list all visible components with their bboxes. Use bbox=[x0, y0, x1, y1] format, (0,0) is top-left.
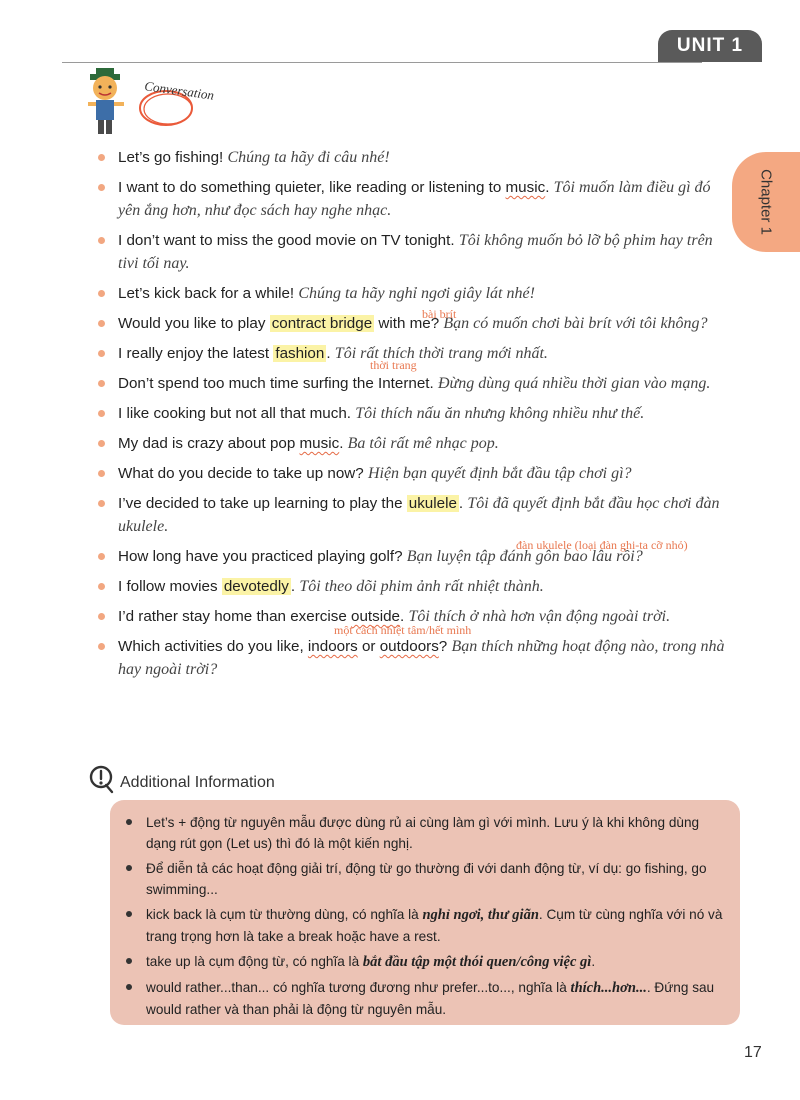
list-item bbox=[96, 402, 732, 425]
chapter-tab bbox=[732, 152, 800, 252]
sentence-en: Let’s go fishing! bbox=[118, 149, 224, 166]
sentence-vi: Ba tôi rất mê nhạc pop. bbox=[347, 435, 499, 452]
list-item: would rather...than... có nghĩa tương đương như prefer...to..., nghĩa là thích...hơn.... Đứng sau would rather và than phải là động từ nguyên mẫu. bbox=[124, 977, 724, 1020]
chapter-label: Chapter 1 bbox=[757, 169, 775, 235]
list-item: My dad is crazy about pop music. Ba tôi rất mê nhạc pop. bbox=[96, 432, 732, 455]
underlined-word: music bbox=[505, 179, 546, 196]
list-item: I really enjoy the latest fashion . Tôi rất thích thời trang mới nhất. bbox=[96, 342, 732, 365]
list-item: Để diễn tả các hoạt động giải trí, động từ go thường đi với danh động từ, ví dụ: go fishing, go swimming... bbox=[124, 858, 724, 900]
conversation-list bbox=[96, 146, 732, 688]
sentence-en: Don’t spend too much time surfing the Internet. bbox=[118, 375, 434, 392]
sentence-vi: Tôi rất thích thời trang mới nhất. bbox=[334, 345, 548, 362]
unit-tab: UNIT 1 bbox=[658, 30, 762, 62]
conversation-mascot-icon bbox=[84, 68, 224, 140]
underlined-word: outside bbox=[351, 608, 400, 625]
list-item bbox=[96, 372, 732, 395]
sentence-vi: Tôi thích ở nhà hơn vận động ngoài trời. bbox=[408, 608, 671, 625]
sentence-vi: Tôi thích nấu ăn nhưng không nhiều như thế. bbox=[355, 405, 645, 422]
sentence-en: I don’t want to miss the good movie on TV tonight. bbox=[118, 232, 455, 249]
vocab-note: đàn ukulele (loại đàn ghi-ta cỡ nhỏ) bbox=[516, 538, 688, 552]
page-number: 17 bbox=[744, 1044, 762, 1061]
underlined-word: outdoors bbox=[379, 638, 439, 655]
sentence-vi: Bạn luyện tập đánh gôn bao lâu rồi? bbox=[406, 548, 643, 565]
sentence-vi: Bạn thích những hoạt động nào, trong nhà hay ngoài trời? bbox=[118, 638, 725, 678]
underlined-word: indoors bbox=[307, 638, 358, 655]
sentence-vi: Đừng dùng quá nhiều thời gian vào mạng. bbox=[437, 375, 711, 392]
list-item bbox=[96, 229, 732, 275]
vocab-note: bài brít bbox=[422, 307, 457, 321]
additional-info-title: Additional Information bbox=[120, 774, 275, 791]
list-item: Let’s + động từ nguyên mẫu được dùng rủ ai cùng làm gì với mình. Lưu ý là khi không dùng dạng rút gọn (Let us) thì đó là một kiến nghị. bbox=[124, 812, 724, 854]
vocab-note: một cách nhiệt tâm/hết mình bbox=[334, 623, 472, 637]
sentence-vi: Chúng ta hãy nghỉ ngơi giây lát nhé! bbox=[298, 285, 535, 302]
additional-info-list bbox=[110, 812, 724, 1024]
sentence-vi: Chúng ta hãy đi câu nhé! bbox=[227, 149, 390, 166]
list-item: kick back là cụm từ thường dùng, có nghĩa là nghỉ ngơi, thư giãn. Cụm từ cùng nghĩa với nó và trang trọng hơn là take a break hoặc have a rest. bbox=[124, 904, 724, 947]
list-item: I follow movies devotedly . Tôi theo dõi phim ảnh rất nhiệt thành. bbox=[96, 575, 732, 598]
sentence-en: What do you decide to take up now? bbox=[118, 465, 364, 482]
list-item bbox=[96, 146, 732, 169]
list-item bbox=[96, 282, 732, 305]
sentence-vi: Tôi theo dõi phim ảnh rất nhiệt thành. bbox=[299, 578, 544, 595]
info-q-icon bbox=[88, 764, 116, 794]
underlined-word: music bbox=[299, 435, 340, 452]
sentence-vi: Tôi không muốn bỏ lỡ bộ phim hay trên tivi tối nay. bbox=[118, 232, 713, 272]
list-item bbox=[96, 462, 732, 485]
sentence-en: Let’s kick back for a while! bbox=[118, 285, 295, 302]
list-item: Which activities do you like, indoors or outdoors? Bạn thích những hoạt động nào, trong nhà hay ngoài trời? bbox=[96, 635, 732, 681]
highlighted-term: fashion bbox=[275, 345, 325, 362]
sentence-en: I like cooking but not all that much. bbox=[118, 405, 352, 422]
list-item: I’d rather stay home than exercise outside. Tôi thích ở nhà hơn vận động ngoài trời. bbox=[96, 605, 732, 628]
highlighted-term: ukulele bbox=[408, 495, 457, 512]
sentence-vi: Bạn có muốn chơi bài brít với tôi không? bbox=[443, 315, 708, 332]
sentence-vi: Hiện bạn quyết định bắt đầu tập chơi gì? bbox=[367, 465, 632, 482]
conversation-heading: Conversation bbox=[143, 78, 216, 103]
highlighted-term: contract bridge bbox=[271, 315, 373, 332]
sentence-vi: Tôi muốn làm điều gì đó yên ắng hơn, như đọc sách hay nghe nhạc. bbox=[118, 179, 711, 219]
list-item: Would you like to play contract bridge with me? Bạn có muốn chơi bài brít với tôi không? bbox=[96, 312, 732, 335]
list-item: I want to do something quieter, like reading or listening to music. Tôi muốn làm điều gì đó yên ắng hơn, như đọc sách hay nghe nhạc. bbox=[96, 176, 732, 222]
sentence-en: How long have you practiced playing golf? bbox=[118, 548, 403, 565]
list-item: take up là cụm động từ, có nghĩa là bắt đầu tập một thói quen/công việc gì. bbox=[124, 951, 724, 973]
sentence-vi: Tôi đã quyết định bắt đầu học chơi đàn ukulele. bbox=[118, 495, 720, 535]
highlighted-term: devotedly bbox=[223, 578, 289, 595]
vocab-note: thời trang bbox=[370, 358, 417, 372]
list-item: I’ve decided to take up learning to play the ukulele . Tôi đã quyết định bắt đầu học chơi đàn ukulele. bbox=[96, 492, 732, 538]
header-rule bbox=[62, 62, 702, 63]
